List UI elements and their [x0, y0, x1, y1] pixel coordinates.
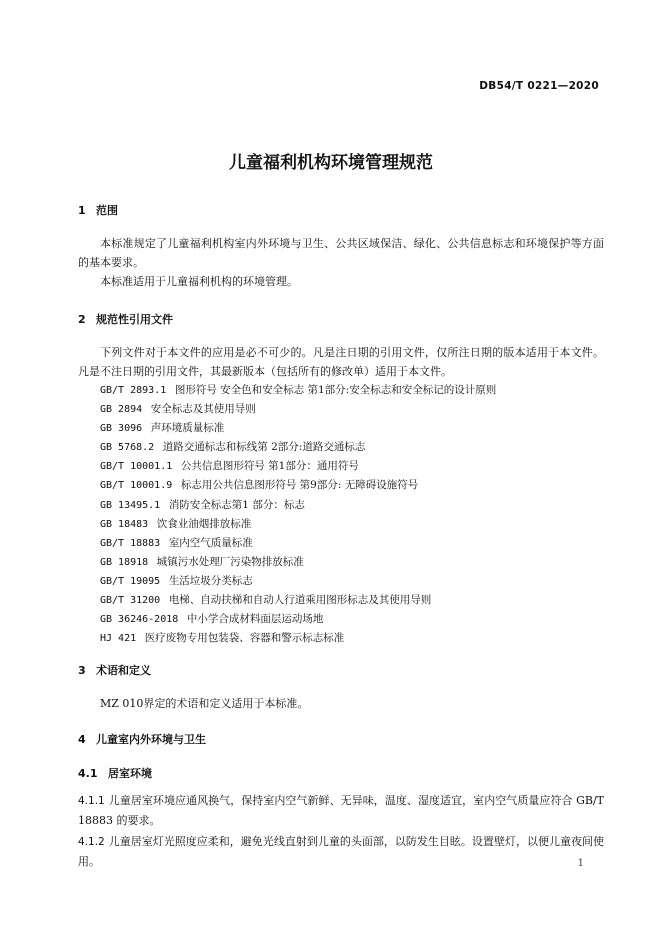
reference-title: 标志用公共信息图形符号 第9部分: 无障碍设施符号: [180, 479, 419, 492]
reference-code: GB/T 10001.1: [100, 461, 173, 473]
reference-list: [78, 381, 604, 648]
reference-item: [78, 419, 604, 438]
clause-paragraph: [78, 832, 604, 871]
reference-code: GB 2894: [100, 404, 143, 416]
reference-code: GB 13495.1: [100, 499, 161, 511]
reference-item: [78, 591, 604, 610]
clause-text: 儿童居室环境应通风换气，保持室内空气新鲜、无异味，温度、湿度适宜，室内空气质量应符合 GB/T 18883 的要求。: [78, 794, 604, 828]
references-intro-paragraph: 下列文件对于本文件的应用是必不可少的。凡是注日期的引用文件，仅所注日期的版本适用于本文件。凡是不注日期的引用文件，其最新版本（包括所有的修改单）适用于本文件。: [78, 346, 604, 378]
reference-item: [78, 572, 604, 591]
clause-text: 儿童居室灯光照度应柔和，避免光线直射到儿童的头面部，以防发生目眩。设置壁灯，以便儿童夜间使用。: [78, 835, 604, 869]
section-title: 规范性引用文件: [96, 313, 173, 326]
reference-code: GB/T 19095: [100, 575, 161, 587]
reference-code: GB/T 18883: [100, 537, 161, 549]
document-code: DB54/T 0221—2020: [479, 80, 599, 92]
subsection-title: 居室环境: [108, 767, 152, 781]
subsection-number: 4.1: [78, 767, 98, 781]
scope-applicability-paragraph: 本标准适用于儿童福利机构的环境管理。: [100, 275, 298, 288]
reference-item: [78, 476, 604, 495]
section-title: 术语和定义: [96, 664, 151, 678]
reference-code: GB/T 10001.9: [100, 480, 173, 492]
reference-item: [78, 515, 604, 534]
reference-title: 中小学合成材料面层运动场地: [186, 613, 324, 626]
reference-title: 消防安全标志第1 部分：标志: [168, 498, 305, 511]
reference-code: GB 18483: [100, 518, 149, 530]
reference-item: [78, 438, 604, 457]
section-title: 范围: [96, 204, 118, 217]
reference-code: GB/T 2893.1: [100, 385, 167, 396]
reference-code: GB 3096: [100, 423, 143, 435]
section-heading-terms: [78, 662, 604, 678]
scope-paragraph: 本标准规定了儿童福利机构室内外环境与卫生、公共区域保洁、绿化、公共信息标志和环境保护等方面的基本要求。: [78, 237, 604, 269]
reference-title: 医疗废物专用包装袋、容器和警示标志标准: [144, 632, 345, 645]
clause-paragraph: [78, 791, 604, 830]
reference-item: [78, 496, 604, 515]
reference-item: [78, 553, 604, 572]
reference-title: 图形符号 安全色和安全标志 第1部分:安全标志和安全标记的设计原则: [174, 384, 497, 396]
clause-number: 4.1.1: [78, 795, 105, 808]
clause-list: [78, 791, 604, 871]
subsection-heading-living-room: [78, 765, 604, 781]
reference-item: [78, 457, 604, 476]
section-heading-environment: [78, 731, 604, 747]
section-number: 2: [78, 313, 86, 326]
reference-code: GB/T 31200: [100, 595, 161, 607]
section-heading-scope: [78, 202, 604, 218]
reference-item: [78, 610, 604, 629]
reference-item: [78, 381, 604, 400]
terms-paragraph: MZ 010界定的术语和定义适用于本标准。: [100, 697, 309, 711]
section-number: 1: [78, 204, 86, 217]
reference-title: 饮食业油烟排放标准: [156, 517, 252, 530]
reference-item: [78, 629, 604, 648]
reference-code: GB 5768.2: [100, 442, 155, 454]
reference-code: HJ 421: [100, 633, 137, 645]
page-number: 1: [577, 858, 584, 869]
reference-item: [78, 400, 604, 419]
reference-code: GB 18918: [100, 556, 149, 568]
reference-title: 电梯、自动扶梯和自动人行道乘用图形标志及其使用导则: [168, 594, 432, 607]
section-title: 儿童室内外环境与卫生: [96, 733, 206, 747]
document-body: [78, 196, 604, 873]
reference-title: 城镇污水处理厂污染物排放标准: [156, 555, 304, 568]
reference-title: 安全标志及其使用导则: [150, 403, 256, 416]
section-number: 4: [78, 733, 86, 747]
reference-title: 声环境质量标准: [150, 422, 225, 435]
reference-title: 道路交通标志和标线第 2部分:道路交通标志: [162, 441, 366, 454]
document-title: 儿童福利机构环境管理规范: [229, 153, 433, 173]
section-number: 3: [78, 664, 86, 678]
reference-title: 室内空气质量标准: [168, 536, 253, 549]
section-heading-normative-references: [78, 311, 604, 327]
clause-number: 4.1.2: [78, 836, 105, 849]
reference-title: 生活垃圾分类标志: [168, 574, 253, 587]
reference-code: GB 36246-2018: [100, 614, 179, 626]
reference-title: 公共信息图形符号 第1部分：通用符号: [180, 460, 359, 473]
reference-item: [78, 534, 604, 553]
